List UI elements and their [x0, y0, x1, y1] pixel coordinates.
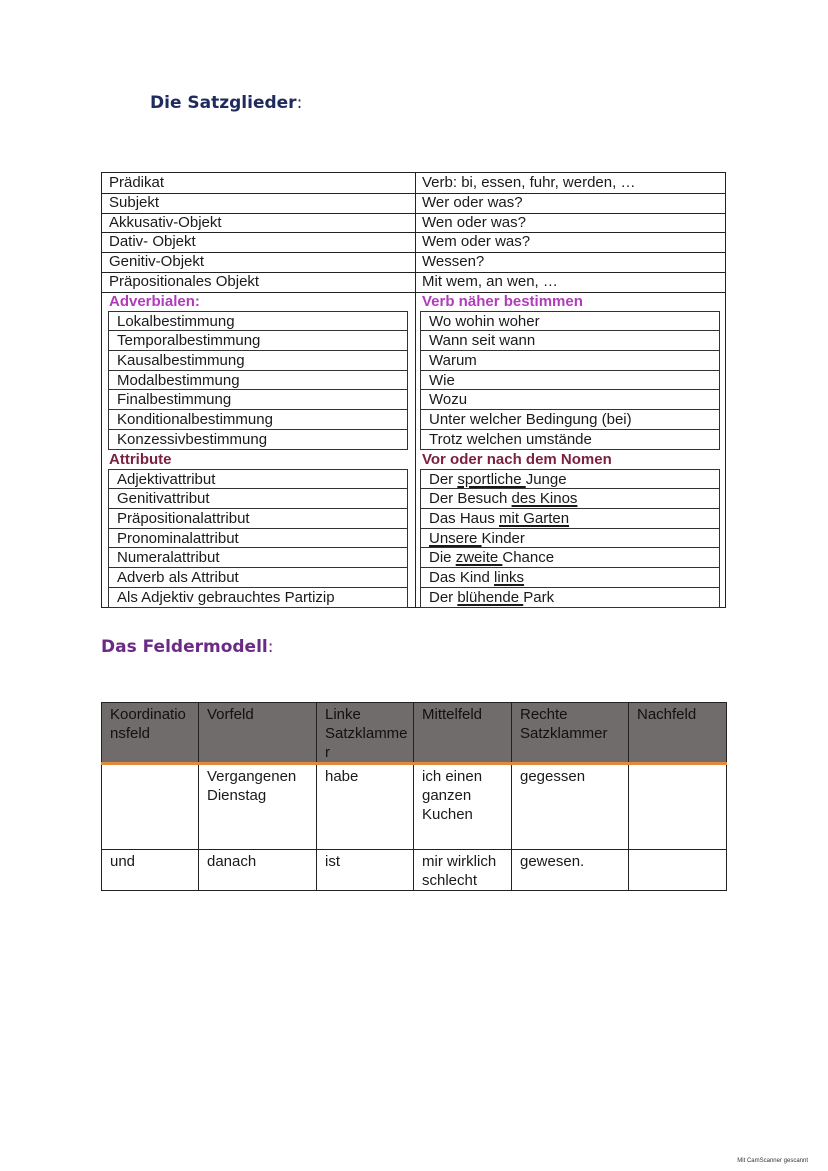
header-row [102, 703, 727, 764]
question-cell: Trotz welchen umstände [420, 430, 720, 450]
question-cell: Verb: bi, essen, fuhr, werden, … [422, 174, 636, 191]
adverbial-row [102, 371, 725, 391]
term-cell: Dativ- Objekt [109, 233, 196, 251]
example-cell: Das Haus mit Garten [420, 509, 720, 529]
term-cell: Numeralattribut [108, 548, 408, 568]
table-cell: und [102, 850, 199, 891]
section-title: Das Feldermodell: [101, 637, 274, 657]
question-cell: Wer oder was? [422, 193, 523, 211]
table-cell [629, 850, 727, 891]
column-header: Mittelfeld [414, 703, 512, 764]
example-cell: Der sportliche Junge [420, 469, 720, 489]
table-cell: mir wirklich schlecht [414, 850, 512, 891]
underlined-word: zweite [455, 549, 503, 567]
term-cell: Konditionalbestimmung [108, 410, 408, 430]
page-title: Die Satzglieder: [150, 93, 303, 113]
adverbial-row [102, 390, 725, 410]
column-header: Nachfeld [629, 703, 727, 764]
example-cell: Der blühende Park [420, 588, 720, 608]
term-cell: Als Adjektiv gebrauchtes Partizip [108, 588, 408, 608]
adverbial-row [102, 311, 725, 331]
section-header: Adverbialen: [109, 292, 200, 310]
question-cell: Wen oder was? [422, 213, 526, 231]
table-cell: ich einen ganzen Kuchen [414, 764, 512, 850]
term-cell: Akkusativ-Objekt [109, 213, 222, 231]
term-cell: Adverb als Attribut [108, 568, 408, 588]
section-header: Vor oder nach dem Nomen [422, 450, 612, 468]
table-row [102, 850, 727, 891]
adverbial-row [102, 331, 725, 351]
question-cell: Wem oder was? [422, 233, 531, 251]
adverbial-row [102, 410, 725, 430]
question-cell: Wessen? [422, 253, 485, 270]
question-cell: Wann seit wann [420, 331, 720, 351]
example-cell: Die zweite Chance [420, 548, 720, 568]
term-cell: Präpositionalattribut [108, 509, 408, 529]
attribute-row [102, 568, 725, 588]
question-cell: Wo wohin woher [420, 311, 720, 331]
term-cell: Kausalbestimmung [108, 351, 408, 371]
term-cell: Adjektivattribut [108, 469, 408, 489]
table-row [102, 252, 725, 273]
term-cell: Lokalbestimmung [108, 311, 408, 331]
table-row [102, 272, 725, 293]
table-cell: danach [199, 850, 317, 891]
table-row [102, 764, 727, 850]
table-row [102, 173, 725, 194]
attribute-row [102, 529, 725, 549]
underlined-word: sportliche [457, 471, 526, 489]
table-cell: ist [317, 850, 414, 891]
table-cell [102, 764, 199, 850]
question-cell: Wozu [420, 390, 720, 410]
term-cell: Finalbestimmung [108, 390, 408, 410]
table-cell [629, 764, 727, 850]
attribute-row [102, 489, 725, 509]
feldermodell-table [101, 702, 727, 891]
attribute-row [102, 469, 725, 489]
question-cell: Unter welcher Bedingung (bei) [420, 410, 720, 430]
section-header: Attribute [109, 450, 172, 468]
underlined-word: blühende [457, 588, 524, 606]
attribute-row [102, 548, 725, 568]
question-cell: Warum [420, 351, 720, 371]
column-header: Koordinationsfeld [102, 703, 199, 764]
table-cell: gewesen. [512, 850, 629, 891]
term-cell: Modalbestimmung [108, 371, 408, 391]
attribute-header-row [102, 450, 725, 470]
table-row [102, 232, 725, 253]
term-cell: Konzessivbestimmung [108, 430, 408, 450]
table-cell: Vergangenen Dienstag [199, 764, 317, 850]
adverbial-row [102, 351, 725, 371]
satzglieder-table [101, 172, 726, 608]
underlined-word: mit Garten [499, 509, 570, 527]
column-header: Rechte Satzklammer [512, 703, 629, 764]
column-header: Vorfeld [199, 703, 317, 764]
example-cell: Unsere Kinder [420, 529, 720, 549]
underlined-word: des Kinos [511, 490, 578, 507]
adverbialen-header-row [102, 292, 725, 312]
term-cell: Temporalbestimmung [108, 331, 408, 351]
example-cell: Das Kind links [420, 568, 720, 588]
table-cell: habe [317, 764, 414, 850]
term-cell: Genitivattribut [108, 489, 408, 509]
underlined-word: links [494, 569, 525, 586]
term-cell: Genitiv-Objekt [109, 253, 205, 270]
attribute-row [102, 509, 725, 529]
scanner-footer: Mit CamScanner gescannt [737, 1158, 808, 1164]
question-cell: Mit wem, an wen, … [422, 272, 558, 290]
term-cell: Subjekt [109, 193, 160, 211]
column-header: Linke Satzklammer [317, 703, 414, 764]
term-cell: Pronominalattribut [108, 529, 408, 549]
question-cell: Wie [420, 371, 720, 391]
attribute-row [102, 588, 725, 608]
table-cell: gegessen [512, 764, 629, 850]
term-cell: Präpositionales Objekt [109, 272, 260, 290]
example-cell: Der Besuch des Kinos [420, 489, 720, 509]
underlined-word: Unsere [429, 529, 482, 547]
table-row [102, 213, 725, 234]
table-row [102, 193, 725, 214]
term-cell: Prädikat [109, 174, 165, 191]
adverbial-row [102, 430, 725, 450]
section-header: Verb näher bestimmen [422, 292, 583, 310]
